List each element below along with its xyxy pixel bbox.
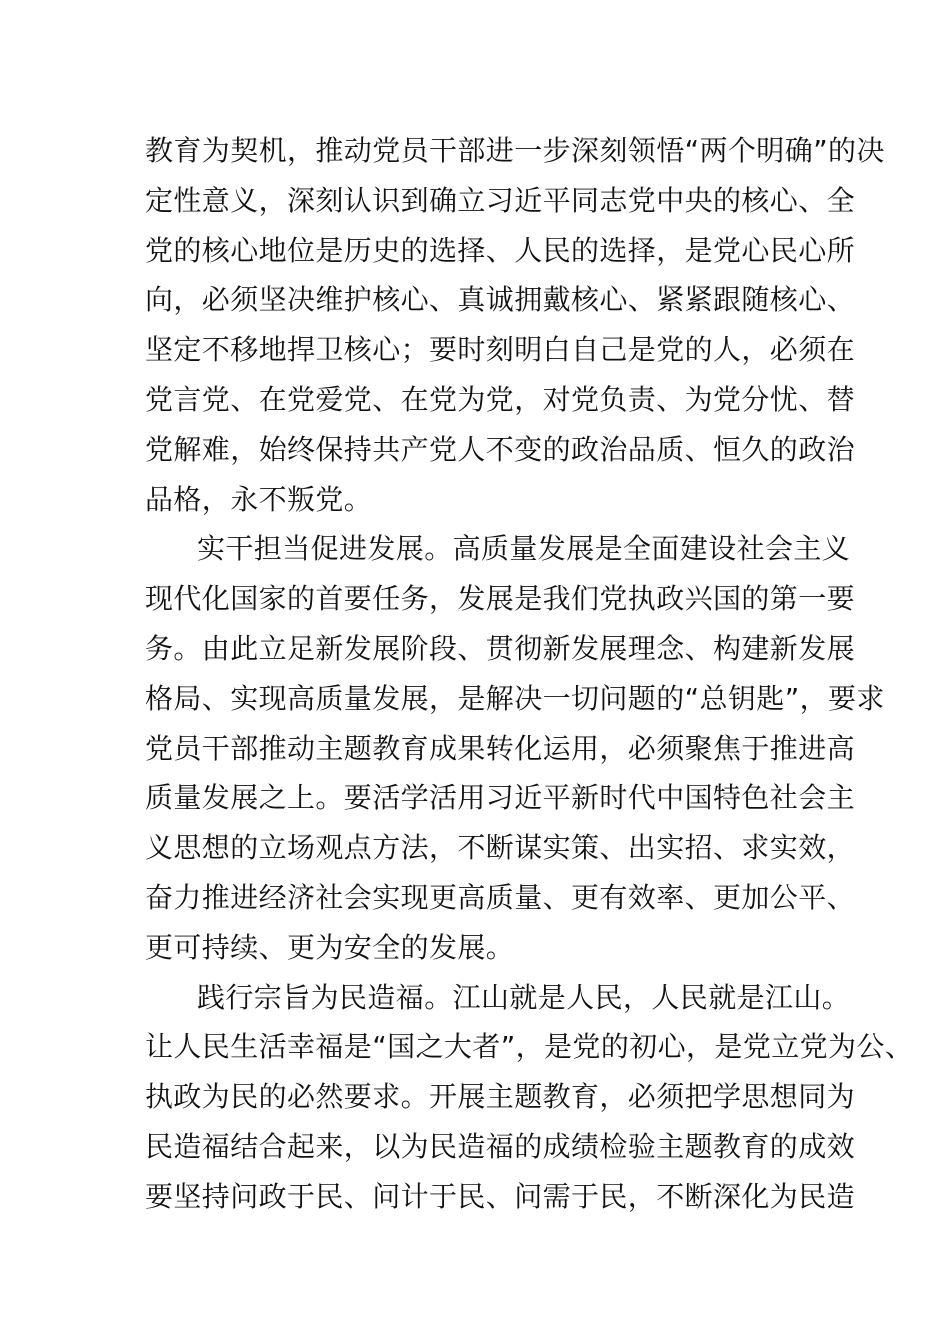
text-line: 义思想的立场观点方法，不断谋实策、出实招、求实效， — [145, 831, 856, 865]
text-line: 格局、实现高质量发展，是解决一切问题的“总钥匙”，要求 — [145, 681, 885, 715]
text-line: 质量发展之上。要活学活用习近平新时代中国特色社会主 — [145, 781, 856, 815]
text-line: 民造福结合起来，以为民造福的成绩检验主题教育的成效 — [145, 1129, 856, 1163]
text-line: 教育为契机，推动党员干部进一步深刻领悟“两个明确”的决 — [145, 134, 885, 167]
text-line: 党员干部推动主题教育成果转化运用，必须聚焦于推进高 — [145, 731, 856, 765]
text-line: 执政为民的必然要求。开展主题教育，必须把学思想同为 — [145, 1080, 856, 1114]
text-line: 品格，永不叛党。 — [145, 482, 373, 516]
text-line: 现代化国家的首要任务，发展是我们党执政兴国的第一要 — [145, 582, 856, 616]
body-text — [145, 126, 914, 1222]
text-line: 党的核心地位是历史的选择、人民的选择，是党心民心所 — [145, 233, 856, 267]
text-line: 务。由此立足新发展阶段、贯彻新发展理念、构建新发展 — [145, 631, 856, 665]
text-line: 坚定不移地捍卫核心；要时刻明白自己是党的人，必须在 — [145, 333, 856, 367]
text-line: 让人民生活幸福是“国之大者”，是党的初心，是党立党为公、 — [145, 1030, 914, 1064]
text-line: 党言党、在党爱党、在党为党，对党负责、为党分忧、替 — [145, 382, 856, 416]
paragraph-first-line: 践行宗旨为民造福。江山就是人民，人民就是江山。 — [197, 980, 851, 1014]
paragraph-first-line: 实干担当促进发展。高质量发展是全面建设社会主义 — [197, 532, 851, 566]
text-line: 定性意义，深刻认识到确立习近平同志党中央的核心、全 — [145, 183, 856, 217]
text-line: 党解难，始终保持共产党人不变的政治品质、恒久的政治 — [145, 432, 856, 466]
text-line: 向，必须坚决维护核心、真诚拥戴核心、紧紧跟随核心、 — [145, 283, 856, 317]
text-line: 更可持续、更为安全的发展。 — [145, 930, 515, 964]
text-line: 要坚持问政于民、问计于民、问需于民，不断深化为民造 — [145, 1179, 856, 1213]
text-line: 奋力推进经济社会实现更高质量、更有效率、更加公平、 — [145, 880, 856, 914]
